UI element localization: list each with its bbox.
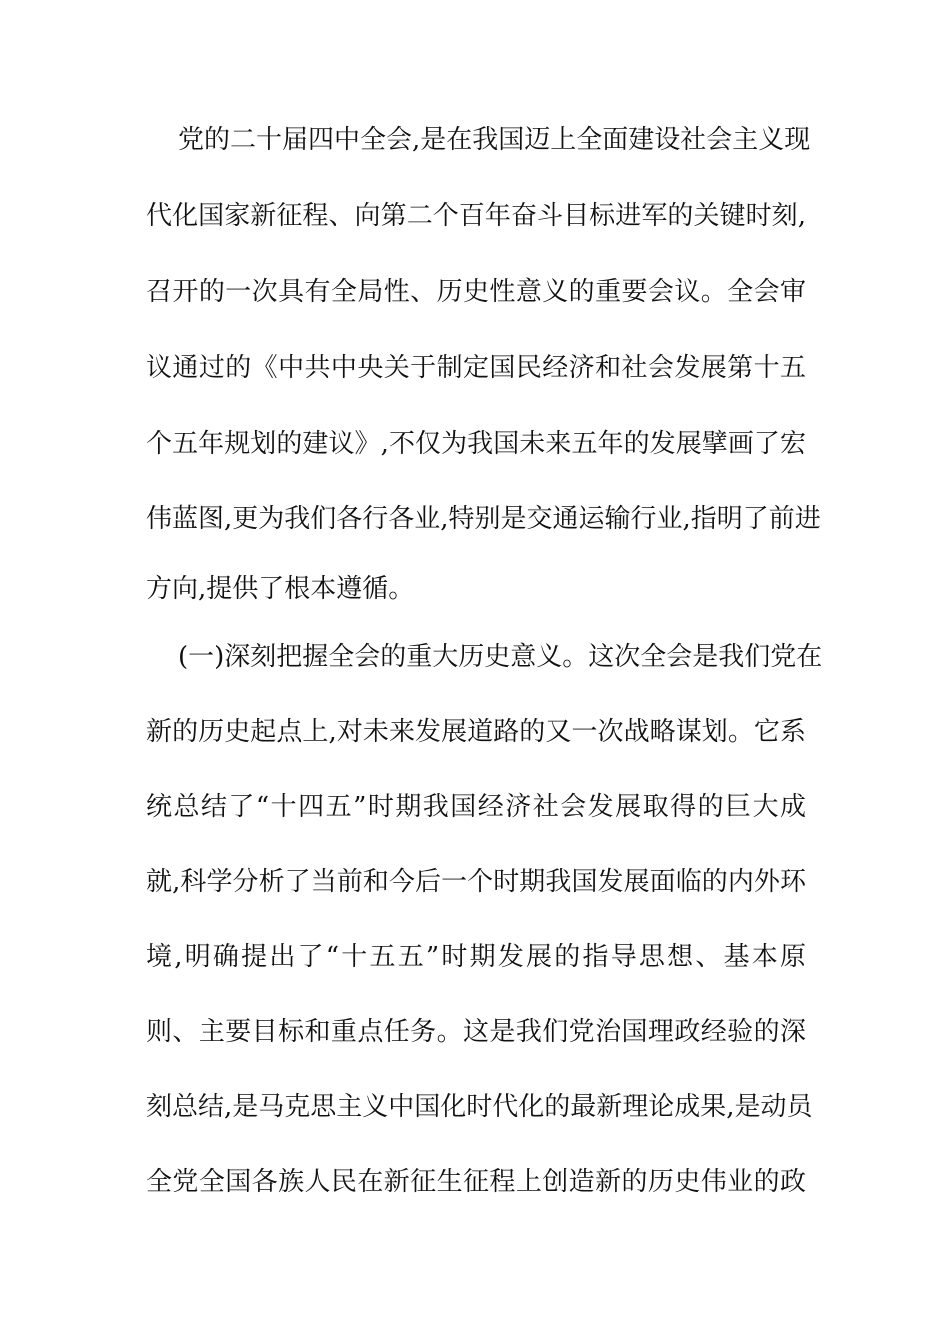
paragraph-2-line-5: 境,明确提出了“十五五”时期发展的指导思想、基本原 xyxy=(146,942,806,972)
paragraph-1-line-4: 议通过的《中共中央关于制定国民经济和社会发展第十五 xyxy=(146,353,806,383)
paragraph-1-line-3: 召开的一次具有全局性、历史性意义的重要会议。全会审 xyxy=(146,277,806,307)
paragraph-1-line-2: 代化国家新征程、向第二个百年奋斗目标进军的关键时刻, xyxy=(146,201,806,231)
paragraph-2-line-4: 就,科学分析了当前和今后一个时期我国发展面临的内外环 xyxy=(146,867,806,897)
paragraph-2-line-7: 刻总结,是马克思主义中国化时代化的最新理论成果,是动员 xyxy=(146,1092,813,1122)
paragraph-1-line-1: 党的二十届四中全会,是在我国迈上全面建设社会主义现 xyxy=(178,125,811,155)
paragraph-2-line-2: 新的历史起点上,对未来发展道路的又一次战略谋划。它系 xyxy=(146,717,806,747)
paragraph-1-line-7: 方向,提供了根本遵循。 xyxy=(146,574,415,604)
paragraph-2-line-8: 全党全国各族人民在新征生征程上创造新的历史伟业的政 xyxy=(146,1167,806,1197)
paragraph-1-line-5: 个五年规划的建议》,不仅为我国未来五年的发展擘画了宏 xyxy=(146,429,806,459)
paragraph-2-line-6: 则、主要目标和重点任务。这是我们党治国理政经验的深 xyxy=(146,1017,806,1047)
paragraph-2-line-1: (一)深刻把握全会的重大历史意义。这次全会是我们党在 xyxy=(178,642,823,672)
paragraph-1-line-6: 伟蓝图,更为我们各行各业,特别是交通运输行业,指明了前进 xyxy=(146,504,821,534)
paragraph-2-line-3: 统总结了“十四五”时期我国经济社会发展取得的巨大成 xyxy=(146,792,806,822)
